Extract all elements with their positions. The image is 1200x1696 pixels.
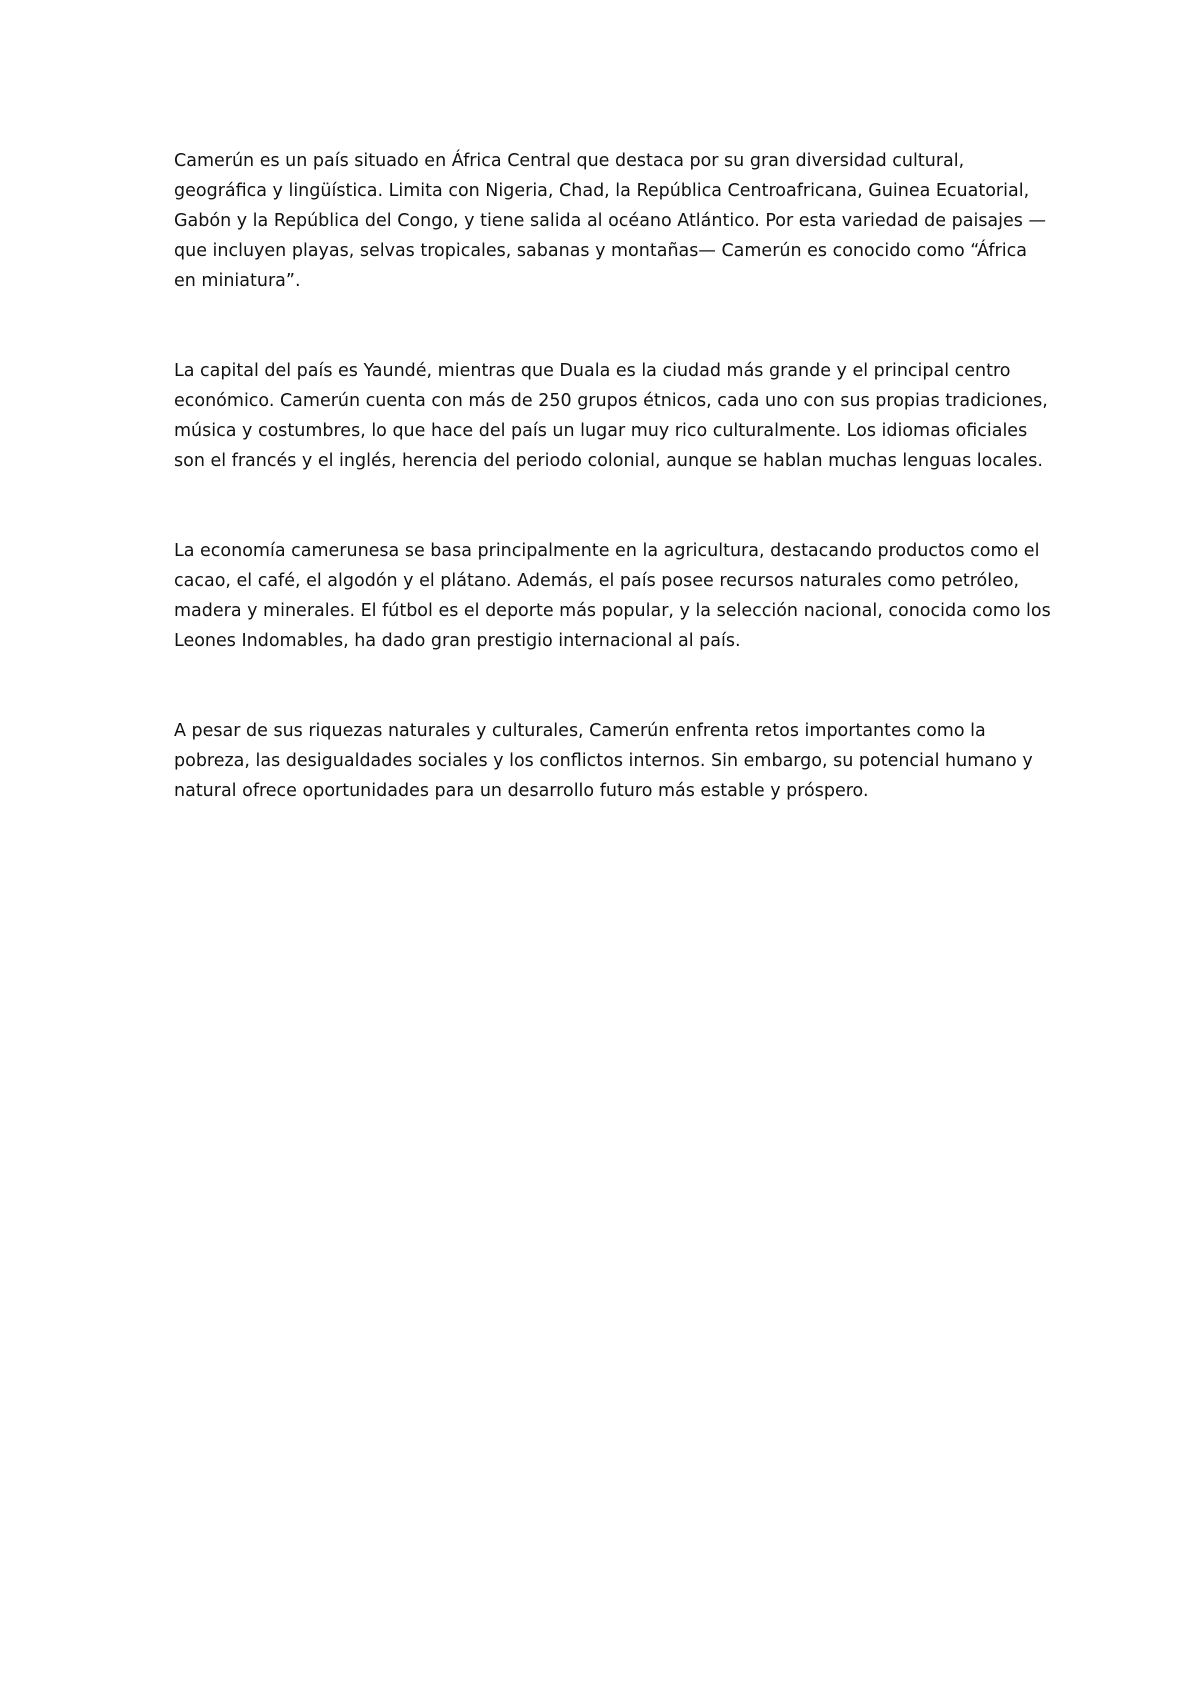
paragraph-challenges: A pesar de sus riquezas naturales y culturales, Camerún enfrenta retos importantes como la pobreza, las desigualdades sociales y los conflictos internos. Sin embargo, su potencial humano y natural ofrece oportunidades para un desarrollo futuro más estable y próspero. (174, 721, 1033, 801)
document-body (174, 146, 1052, 806)
paragraph-capital-ethnic-groups: La capital del país es Yaundé, mientras que Duala es la ciudad más grande y el principal centro económico. Camerún cuenta con más de 250 grupos étnicos, cada uno con sus propias tradiciones, música y costumbres, lo que hace del país un lugar muy rico culturalmente. Los idiomas oficiales son el francés y el inglés, herencia del periodo colonial, aunque se hablan muchas lenguas locales. (174, 361, 1048, 471)
paragraph-economy-sports: La economía camerunesa se basa principalmente en la agricultura, destacando productos como el cacao, el café, el algodón y el plátano. Además, el país posee recursos naturales como petróleo, madera y minerales. El fútbol es el deporte más popular, y la selección nacional, conocida como los Leones Indomables, ha dado gran prestigio internacional al país. (174, 541, 1051, 651)
paragraph-intro: Camerún es un país situado en África Central que destaca por su gran diversidad cultural, geográfica y lingüística. Limita con Nigeria, Chad, la República Centroafricana, Guinea Ecuatorial, Gabón y la República del Congo, y tiene salida al océano Atlántico. Por esta variedad de paisajes —que incluyen playas, selvas tropicales, sabanas y montañas— Camerún es conocido como “África en miniatura”. (174, 151, 1046, 291)
